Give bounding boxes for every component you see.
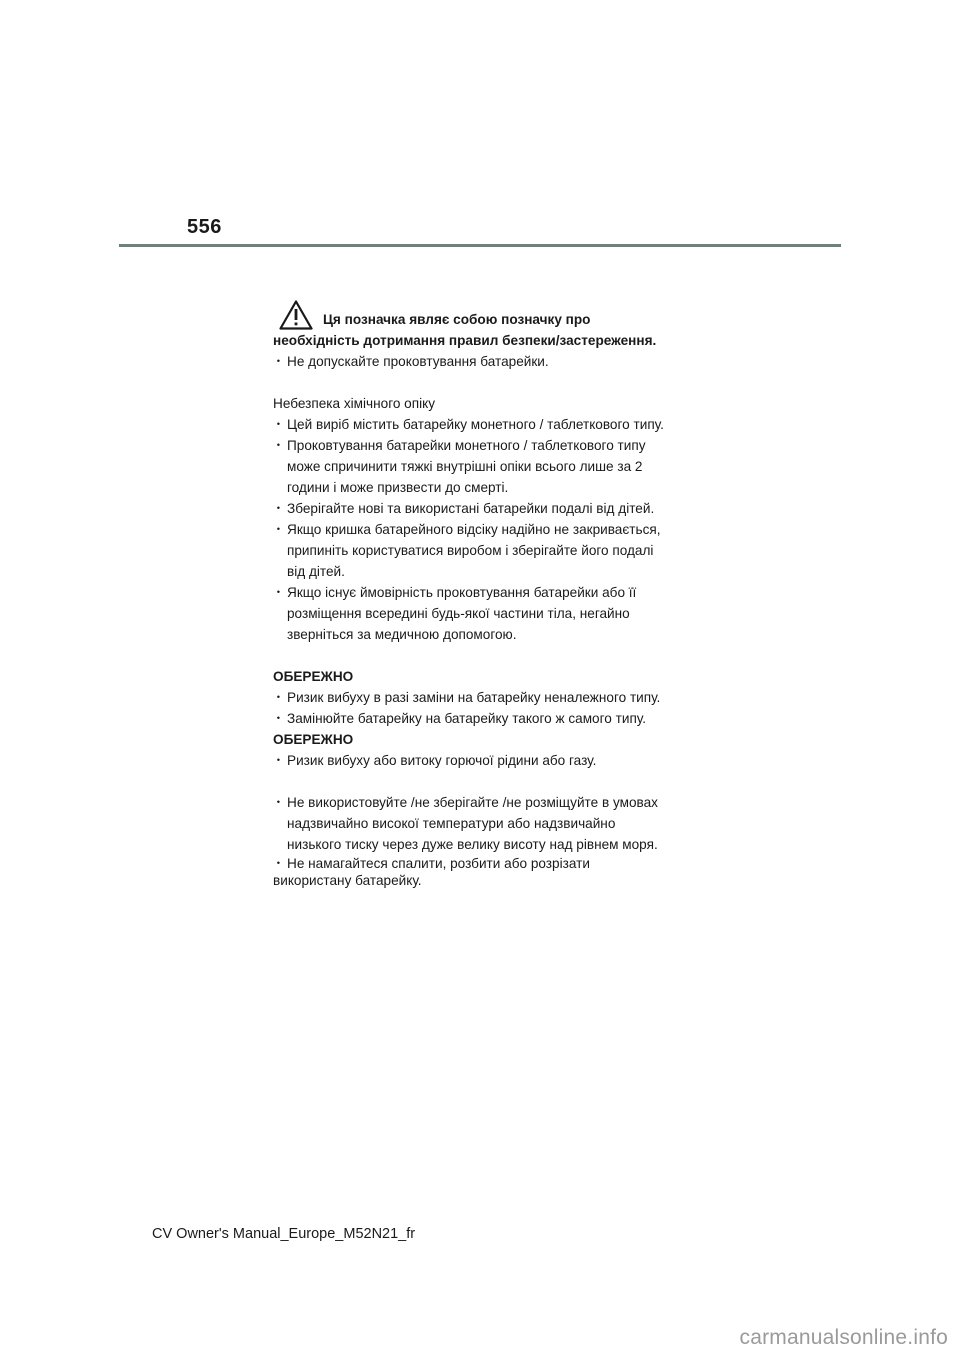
list-item-text: може спричинити тяжкі внутрішні опіки всього лише за 2 (287, 459, 643, 474)
list-item (273, 582, 703, 645)
bullet-dot: ･ (275, 501, 282, 516)
list-item-text: Зберігайте нові та використані батарейки подалі від дітей. (287, 501, 655, 516)
list-item-text: Цей виріб містить батарейку монетного / таблеткового типу. (287, 417, 664, 432)
list-item-text: зверніться за медичною допомогою. (287, 627, 517, 642)
watermark: carmanualsonline.info (739, 1326, 948, 1349)
list-item (273, 498, 703, 519)
bullet-dot: ･ (275, 753, 282, 768)
list-item (273, 855, 703, 889)
warning-title-line1: Ця позначка являє собою позначку про (323, 312, 591, 327)
list-item-text: Проковтування батарейки монетного / таблеткового типу (287, 438, 646, 453)
list-item-text: Ризик вибуху в разі заміни на батарейку неналежного типу. (287, 690, 661, 705)
caution-title: ОБЕРЕЖНО (273, 732, 354, 747)
list-item-text: припиніть користуватися виробом і зберігайте його подалі (287, 543, 654, 558)
header-rule (119, 244, 841, 247)
list-item (273, 351, 703, 372)
warning-title-line2: необхідність дотримання правил безпеки/застереження. (273, 333, 657, 348)
chemical-burn-title: Небезпека хімічного опіку (273, 396, 436, 411)
list-item-text: Якщо кришка батарейного відсіку надійно не закривається, (287, 522, 661, 537)
list-item (273, 435, 703, 498)
list-item-text: використану батарейку. (273, 873, 422, 888)
bullet-dot: ･ (275, 354, 282, 369)
list-item (273, 708, 703, 729)
bullet-dot: ･ (275, 690, 282, 705)
bullet-dot: ･ (275, 417, 282, 432)
warning-heading (273, 300, 703, 351)
list-item-text: Замінюйте батарейку на батарейку такого ж самого типу. (287, 711, 647, 726)
bullet-dot: ･ (275, 711, 282, 726)
list-item (273, 792, 703, 855)
list-item-text: Не допускайте проковтування батарейки. (287, 354, 549, 369)
bullet-dot: ･ (275, 522, 282, 537)
warning-triangle-icon (279, 300, 313, 330)
list-item-text: надзвичайно високої температури або надзвичайно (287, 816, 616, 831)
list-item-text: години і може призвести до смерті. (287, 480, 509, 495)
list-item-text: Не використовуйте /не зберігайте /не розміщуйте в умовах (287, 795, 658, 810)
list-item-text: від дітей. (287, 564, 345, 579)
list-item (273, 687, 703, 708)
list-item-text: Ризик вибуху або витоку горючої рідини або газу. (287, 753, 597, 768)
list-item-text: Не намагайтеся спалити, розбити або розрізати (287, 856, 590, 871)
list-item (273, 750, 703, 771)
caution-title: ОБЕРЕЖНО (273, 669, 354, 684)
list-item (273, 414, 703, 435)
page-number: 556 (187, 216, 222, 238)
bullet-dot: ･ (275, 795, 282, 810)
list-item-text: низького тиску через дуже велику висоту над рівнем моря. (287, 837, 658, 852)
list-item-text: розміщення всередині будь-якої частини тіла, негайно (287, 606, 630, 621)
warning-heading-line1 (273, 300, 703, 330)
bullet-dot: ･ (275, 585, 282, 600)
list-item (273, 519, 703, 582)
footer-manual-id: CV Owner's Manual_Europe_M52N21_fr (152, 1226, 416, 1242)
list-item-text: Якщо існує ймовірність проковтування батарейки або її (287, 585, 637, 600)
bullet-dot: ･ (275, 438, 282, 453)
warning-content (273, 300, 703, 889)
bullet-dot: ･ (275, 856, 282, 871)
